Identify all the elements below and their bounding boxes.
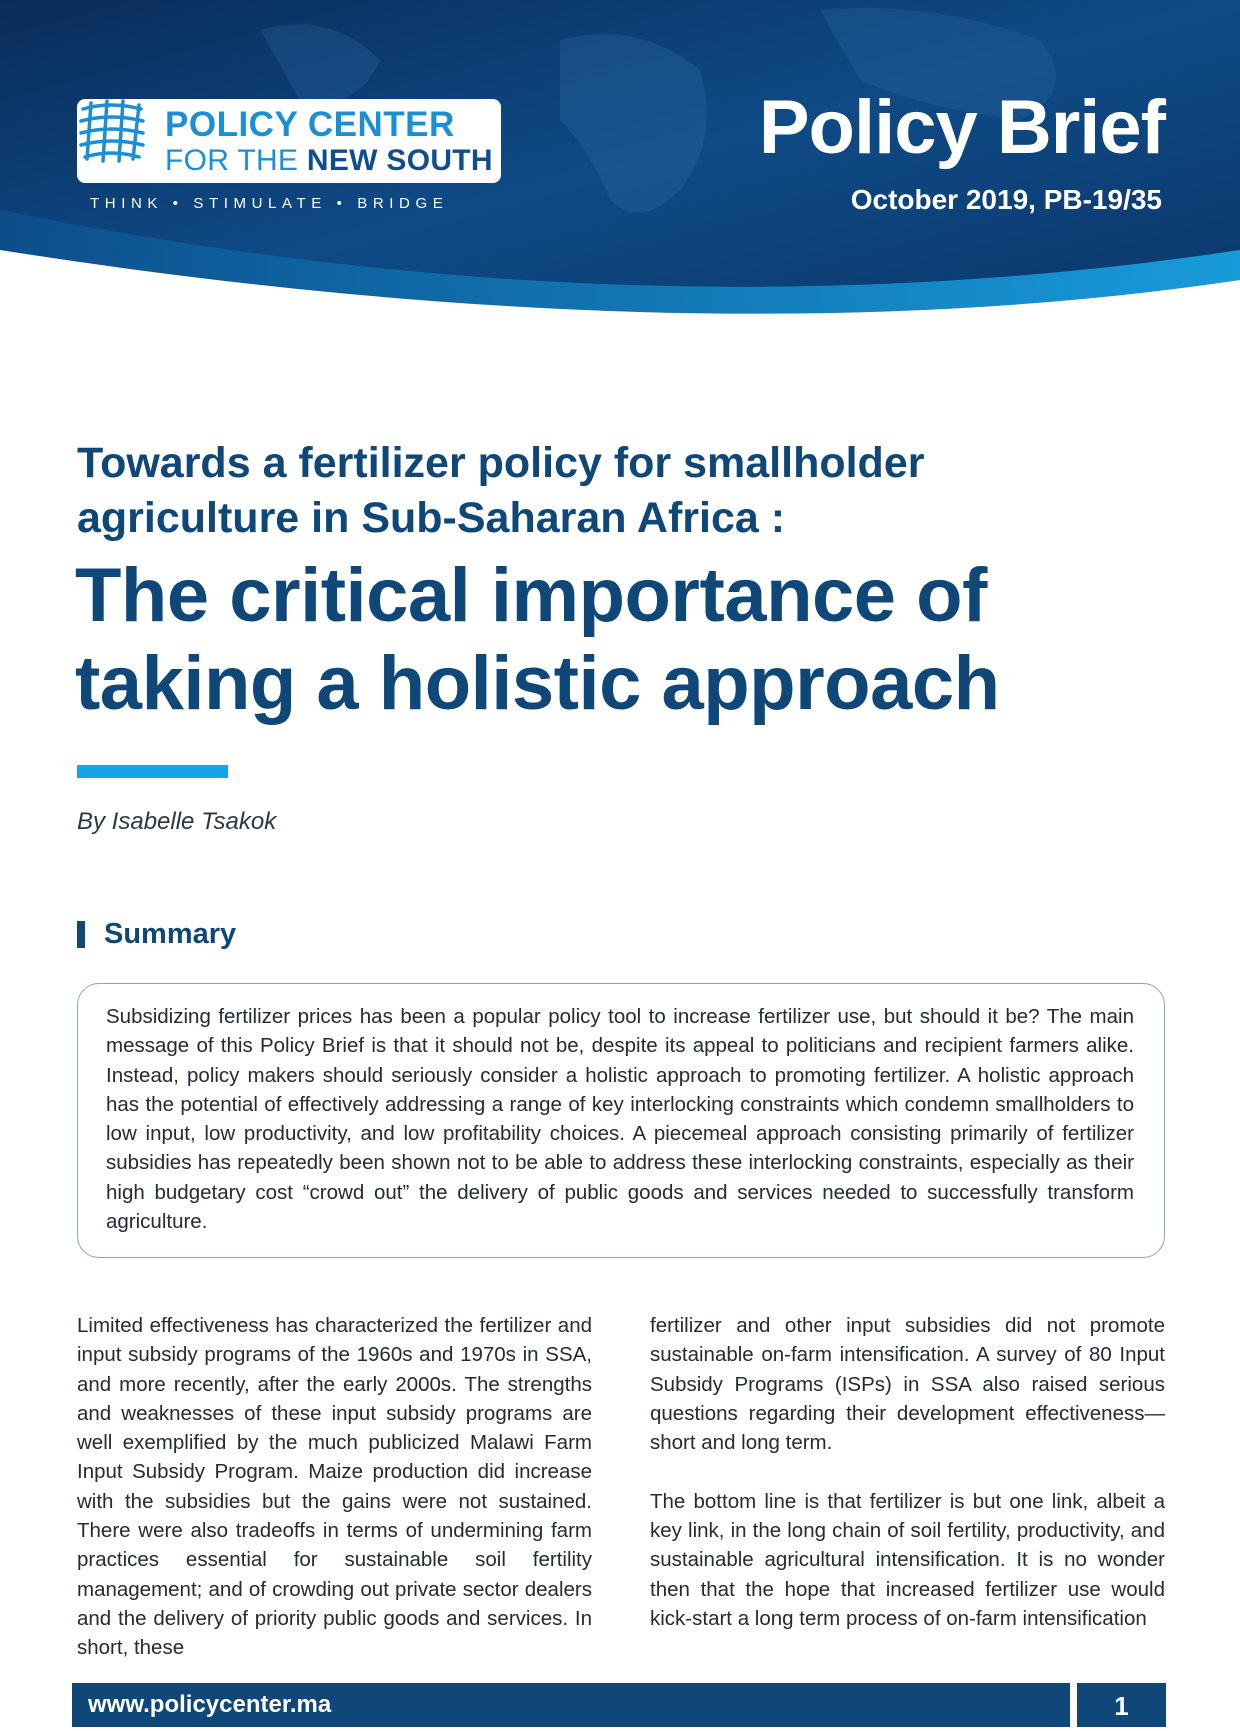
logo-text-line2 bbox=[165, 144, 493, 178]
doc-date-code: October 2019, PB-19/35 bbox=[850, 184, 1162, 215]
page-number-box bbox=[1077, 1683, 1166, 1727]
globe-grid-icon bbox=[77, 99, 147, 163]
header-banner bbox=[0, 0, 1240, 380]
document-pretitle: Towards a fertilizer policy for smallholder agriculture in Sub-Saharan Africa : bbox=[77, 439, 925, 542]
body-paragraph: Limited effectiveness has characterized the fertilizer and input subsidy programs of the 1960s and 1970s in SSA, and more recently, after the early 2000s. The strengths and weaknesses of these input subsidy programs are well exemplified by the much publicized Malawi Farm Input Subsidy Program. Maize production did increase with the subsidies but the gains were not sustained. There were also tradeoffs in terms of undermining farm practices essential for sustainable soil fertility management; and of crowding out private sector dealers and the delivery of priority public goods and services. In short, these bbox=[77, 1314, 592, 1660]
author-byline: By Isabelle Tsakok bbox=[77, 808, 277, 835]
body-paragraph: The bottom line is that fertilizer is but one link, albeit a key link, in the long chain of soil fertility, productivity, and sustainable agricultural intensification. It is no wonder then that the hope that increased fertilizer use would kick-start a long term process of on-farm intensification bbox=[650, 1489, 1165, 1630]
footer-bar bbox=[72, 1683, 1070, 1727]
body-column-right bbox=[650, 1311, 1165, 1663]
org-logo[interactable] bbox=[77, 99, 501, 183]
summary-box bbox=[77, 983, 1165, 1258]
doc-type-title: Policy Brief bbox=[758, 85, 1165, 170]
logo-text-bold: NEW SOUTH bbox=[306, 144, 493, 177]
org-tagline: THINK • STIMULATE • BRIDGE bbox=[90, 195, 449, 212]
title-accent-bar bbox=[77, 765, 228, 778]
document-title: The critical importance of taking a holistic approach bbox=[75, 553, 1000, 726]
footer-website-link[interactable]: www.policycenter.ma bbox=[88, 1691, 332, 1718]
page-number: 1 bbox=[1114, 1691, 1129, 1721]
logo-text-line1: POLICY CENTER bbox=[165, 105, 455, 144]
logo-text-prefix: FOR THE bbox=[165, 144, 307, 177]
summary-text: Subsidizing fertilizer prices has been a popular policy tool to increase fertilizer use, but should it be? The main message of this Policy Brief is that it should not be, despite its appeal to politicians and recipient farmers alike. Instead, policy makers should seriously consider a holistic approach to promoting fertilizer. A holistic approach has the potential of effectively addressing a range of key interlocking constraints which condemn smallholders to low input, low productivity, and low profitability choices. A piecemeal approach consisting primarily of fertilizer subsidies has repeatedly been shown not to be able to address these interlocking constraints, especially as their high budgetary cost “crowd out” the delivery of public goods and services needed to successfully transform agriculture. bbox=[106, 1005, 1134, 1234]
summary-marker bbox=[77, 921, 85, 948]
summary-heading: Summary bbox=[104, 918, 237, 950]
body-column-left bbox=[77, 1311, 592, 1692]
body-paragraph: fertilizer and other input subsidies did not promote sustainable on-farm intensification. A survey of 80 Input Subsidy Programs (ISPs) in SSA also raised serious questions regarding their development effectiveness—short and long term. bbox=[650, 1314, 1165, 1455]
